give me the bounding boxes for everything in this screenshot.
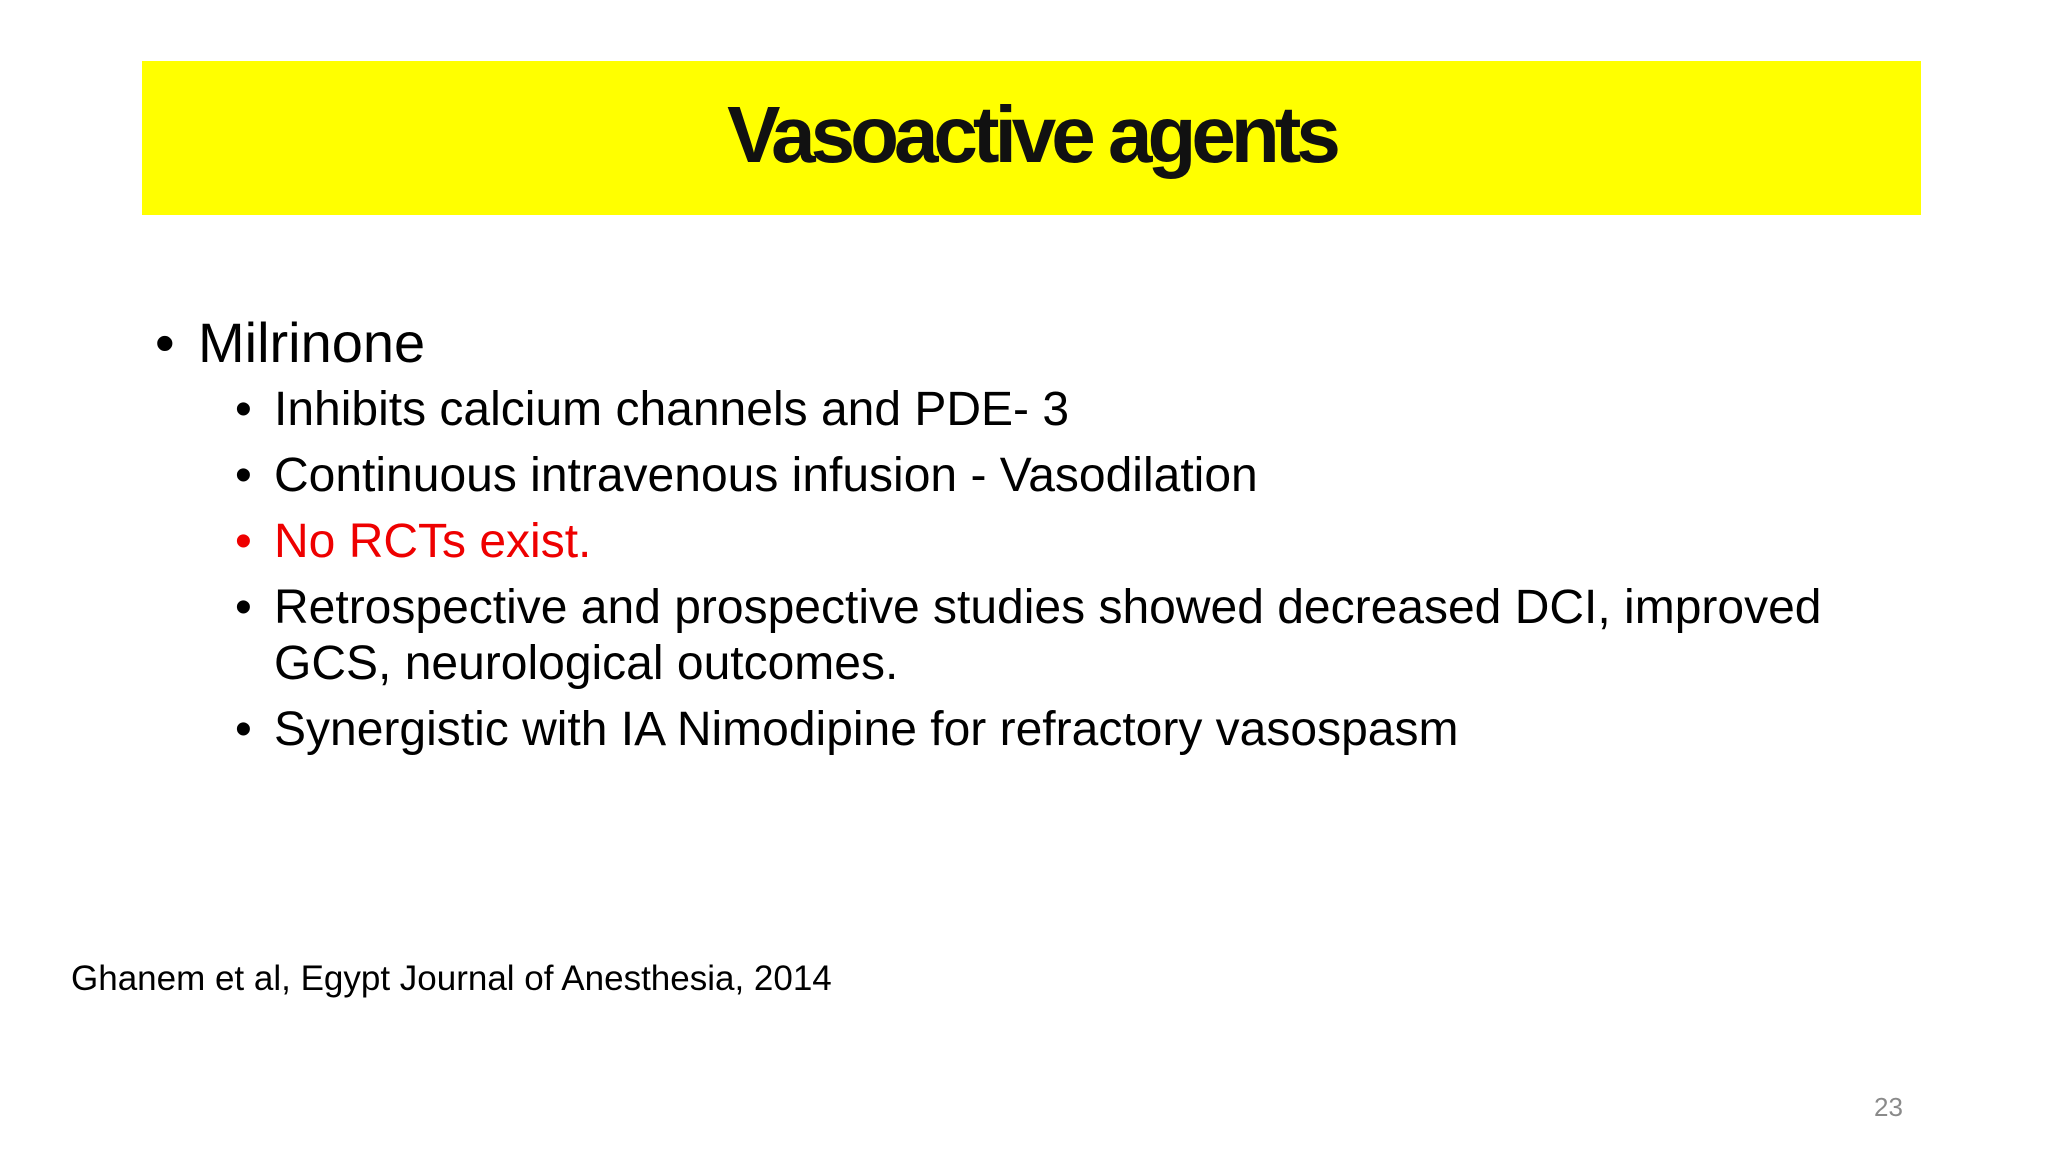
sub-bullet xyxy=(235,580,1905,692)
sub-bullet xyxy=(235,448,1905,504)
sub-bullet xyxy=(235,382,1905,438)
sub-bullet-text: Continuous intravenous infusion - Vasodilation xyxy=(274,449,1258,502)
sub-bullet-text: No RCTs exist. xyxy=(274,515,592,568)
bullet-text: Milrinone xyxy=(198,311,426,374)
bullet-dot-icon: • xyxy=(235,515,252,568)
sub-bullet xyxy=(235,702,1905,758)
slide-title: Vasoactive agents xyxy=(727,90,1336,179)
bullet-dot-icon: • xyxy=(235,703,252,756)
bullet-dot-icon: • xyxy=(235,383,252,436)
slide-content xyxy=(155,308,1905,768)
title-bar xyxy=(142,61,1921,215)
bullet-milrinone xyxy=(155,308,1905,378)
bullet-dot-icon: • xyxy=(235,581,252,634)
sub-bullet-highlighted xyxy=(235,514,1905,570)
bullet-dot-icon: • xyxy=(155,311,175,374)
sub-bullet-text: Synergistic with IA Nimodipine for refractory vasospasm xyxy=(274,703,1459,756)
sub-bullet-text: Retrospective and prospective studies showed decreased DCI, improved GCS, neurological outcomes. xyxy=(274,581,1822,690)
sub-bullet-text: Inhibits calcium channels and PDE- 3 xyxy=(274,383,1070,436)
page-number: 23 xyxy=(1874,1092,1903,1122)
citation: Ghanem et al, Egypt Journal of Anesthesia, 2014 xyxy=(71,959,832,998)
bullet-dot-icon: • xyxy=(235,449,252,502)
sub-bullet-list xyxy=(235,382,1905,758)
